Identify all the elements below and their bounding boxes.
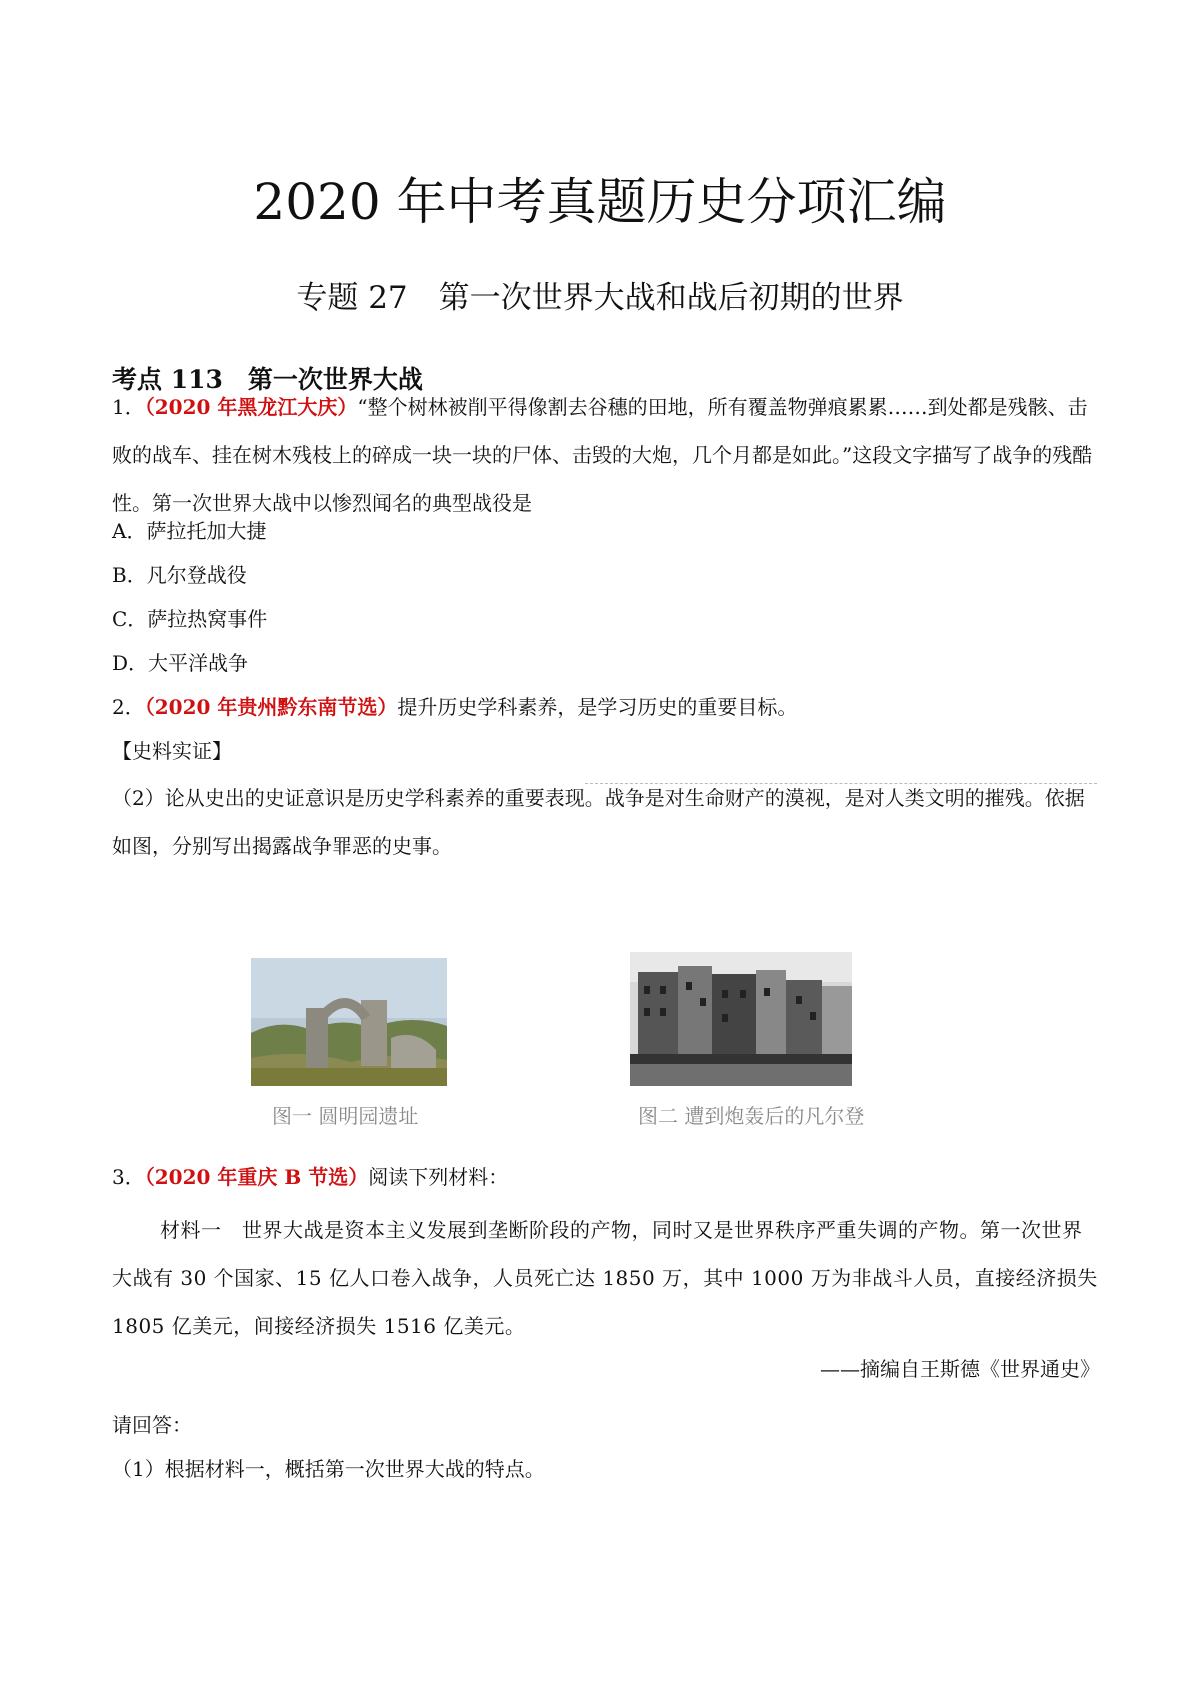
- question-2-sub: （2）论从史出的史证意识是历史学科素养的重要表现。战争是对生命财产的漠视，是对人类文明的摧残。依据如图，分别写出揭露战争罪恶的史事。: [112, 786, 1085, 858]
- question-2: [112, 692, 797, 722]
- question-3-text: 阅读下列材料：: [368, 1165, 509, 1189]
- question-1-text: “整个树林被削平得像割去谷穗的田地，所有覆盖物弹痕累累……到处都是残骸、击败的战车、挂在树木残枝上的碎成一块一块的尸体、击毁的大炮，几个月都是如此。”这段文字描写了战争的残酷性。第一次世界大战中以惨烈闻名的典型战役是: [112, 395, 1093, 515]
- page-title: 2020 年中考真题历史分项汇编: [253, 173, 947, 231]
- material-one: 材料一 世界大战是资本主义发展到垄断阶段的产物，同时又是世界秩序严重失调的产物。第一次世界大战有 30 个国家、15 亿人口卷入战争，人员死亡达 1850 万，其中 1000 万为非战斗人员，直接经济损失 1805 亿美元，间接经济损失 1516 亿美元。: [112, 1218, 1098, 1338]
- question-3-number: 3．: [112, 1165, 145, 1189]
- option-c: C．萨拉热窝事件: [112, 607, 268, 631]
- question-2-source: （2020 年贵州黔东南节选）: [144, 695, 398, 719]
- question-1-number: 1．: [112, 395, 145, 419]
- verdun-bombarded-photo: [630, 952, 852, 1086]
- question-3-prompt: 请回答：: [112, 1413, 192, 1437]
- question-3: [112, 1162, 508, 1192]
- question-2-text: 提升历史学科素养，是学习历史的重要目标。: [397, 695, 798, 719]
- figure-1-image: [251, 958, 447, 1086]
- question-3-sub-1: （1）根据材料一，概括第一次世界大战的特点。: [112, 1457, 545, 1481]
- option-b: B．凡尔登战役: [112, 563, 247, 587]
- question-2-number: 2．: [112, 695, 145, 719]
- section-heading: 考点 113 第一次世界大战: [112, 365, 423, 394]
- option-a: A．萨拉托加大捷: [112, 519, 267, 543]
- figure-2-caption: 图二 遭到炮轰后的凡尔登: [638, 1104, 865, 1128]
- question-3-source: （2020 年重庆 B 节选）: [144, 1165, 369, 1189]
- question-1: [112, 383, 1100, 527]
- figure-2-image: [630, 952, 852, 1086]
- yuanmingyuan-ruins-photo: [251, 958, 447, 1086]
- question-1-source: （2020 年黑龙江大庆）: [144, 395, 358, 419]
- page-subtitle: 专题 27 第一次世界大战和战后初期的世界: [296, 280, 904, 316]
- option-d: D．大平洋战争: [112, 651, 249, 675]
- question-2-heading: 【史料实证】: [112, 739, 232, 763]
- material-citation: ——摘编自王斯德《世界通史》: [820, 1357, 1100, 1381]
- figure-1-caption: 图一 圆明园遗址: [272, 1104, 419, 1128]
